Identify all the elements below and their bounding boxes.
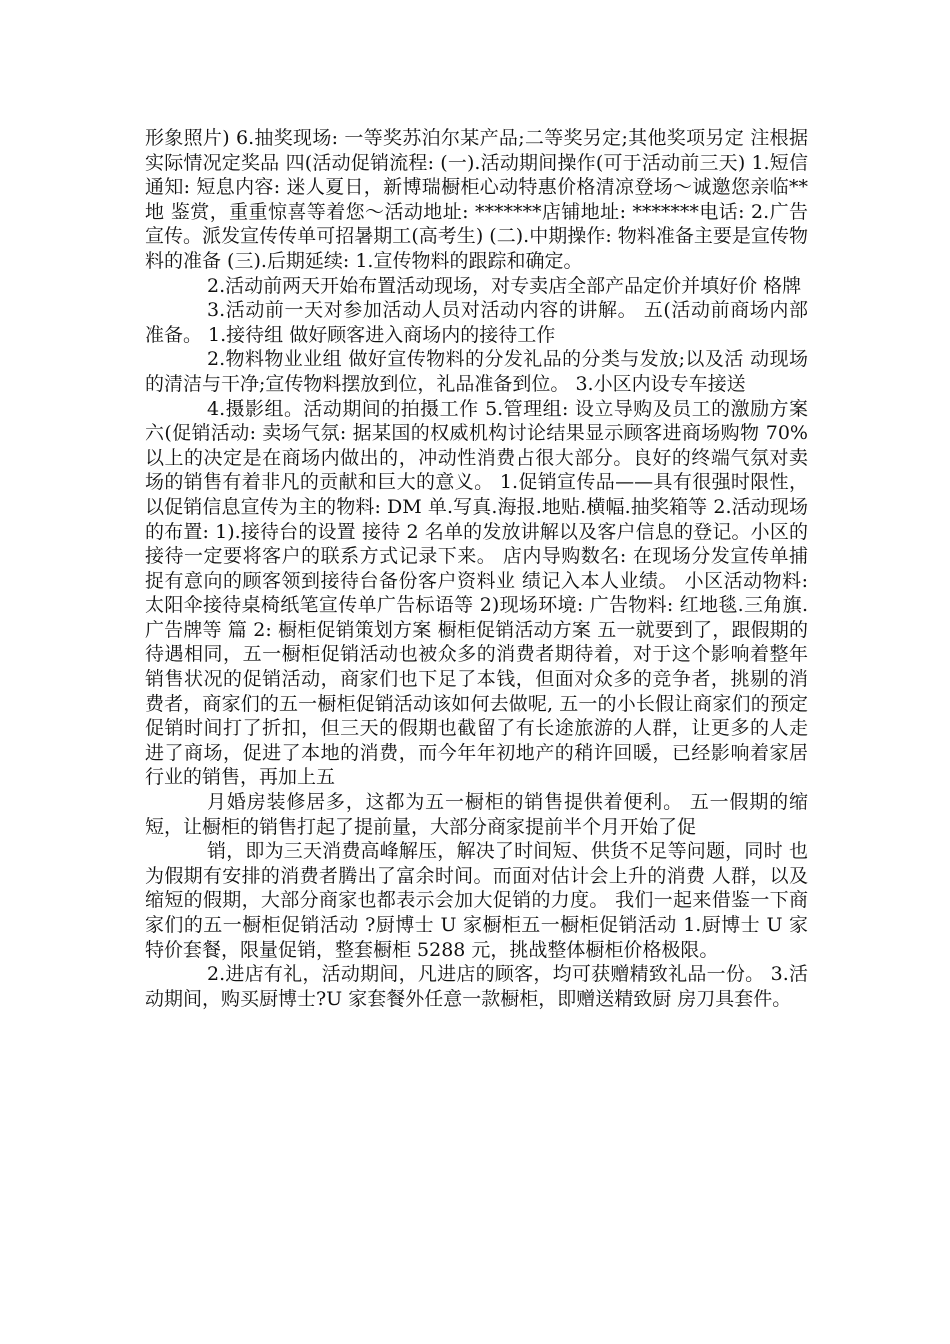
document-body: [145, 126, 808, 1011]
paragraph-3: 3.活动前一天对参加活动人员对活动内容的讲解。 五(活动前商场内部准备。 1.接待组 做好顾客进入商场内的接待工作: [145, 299, 808, 346]
paragraph-8: 2.进店有礼，活动期间，凡进店的顾客，均可获赠精致礼品一份。 3.活动期间，购买厨博士?U 家套餐外任意一款橱柜，即赠送精致厨 房刀具套件。: [145, 963, 808, 1010]
paragraph-4: 2.物料物业业组 做好宣传物料的分发礼品的分类与发放;以及活 动现场的清洁与干净;宣传物料摆放到位，礼品准备到位。 3.小区内设专车接送: [145, 348, 808, 395]
paragraph-5: 4.摄影组。活动期间的拍摄工作 5.管理组: 设立导购及员工的激励方案 六(促销活动: 卖场气氛: 据某国的权威机构讨论结果显示顾客进商场购物 70%以上的决定是在商场内做出的，冲动性消费占很大部分。良好的终端气氛对卖场的销售有着非凡的贡献和巨大的意义。 1.促销宣传品——具有很强时限性，以促销信息宣传为主的物料: DM 单.写真.海报.地贴.横幅.抽奖箱等 2.活动现场的布置: 1).接待台的设置 接待 2 名单的发放讲解以及客户信息的登记。小区的接待一定要将客户的联系方式记录下来。 店内导购数名: 在现场分发宣传单捕捉有意向的顾客领到接待台备份客户资料业 绩记入本人业绩。 小区活动物料: 太阳伞接待桌椅纸笔宣传单广告标语等 2)现场环境: 广告物料: 红地毯.三角旗.广告牌等 篇 2: 橱柜促销策划方案 橱柜促销活动方案 五一就要到了，跟假期的待遇相同，五一橱柜促销活动也被众多的消费者期待着，对于这个影响着整年销售状况的促销活动，商家们也下足了本钱，但面对众多的竞争者，挑剔的消费者，商家们的五一橱柜促销活动该如何去做呢, 五一的小长假让商家们的预定促销时间打了折扣，但三天的假期也截留了有长途旅游的人群，让更多的人走进了商场，促进了本地的消费，而今年年初地产的稍许回暖，已经影响着家居行业的销售，再加上五: [145, 397, 808, 789]
paragraph-6: 月婚房装修居多，这都为五一橱柜的销售提供着便利。 五一假期的缩短，让橱柜的销售打起了提前量，大部分商家提前半个月开始了促: [145, 791, 808, 838]
paragraph-1: 形象照片) 6.抽奖现场: 一等奖苏泊尔某产品;二等奖另定;其他奖项另定 注根据实际情况定奖品 四(活动促销流程: (一).活动期间操作(可于活动前三天) 1.短信通知: 短息内容: 迷人夏日，新博瑞橱柜心动特惠价格清凉登场～诚邀您亲临**地 鉴赏，重重惊喜等着您～活动地址: *******店铺地址: *******电话: 2.广告宣传。派发宣传传单可招暑期工(高考生) (二).中期操作: 物料准备主要是宣传物料的准备 (三).后期延续: 1.宣传物料的跟踪和确定。: [145, 127, 808, 272]
paragraph-2: 2.活动前两天开始布置活动现场，对专卖店全部产品定价并填好价 格牌: [207, 274, 802, 297]
paragraph-7: 销，即为三天消费高峰解压，解决了时间短、供货不足等问题，同时 也为假期有安排的消费者腾出了富余时间。而面对估计会上升的消费 人群，以及缩短的假期，大部分商家也都表示会加大促销的力度。 我们一起来借鉴一下商家们的五一橱柜促销活动 ?厨博士 U 家橱柜五一橱柜促销活动 1.厨博士 U 家特价套餐，限量促销，整套橱柜 5288 元，挑战整体橱柜价格极限。: [145, 840, 808, 961]
